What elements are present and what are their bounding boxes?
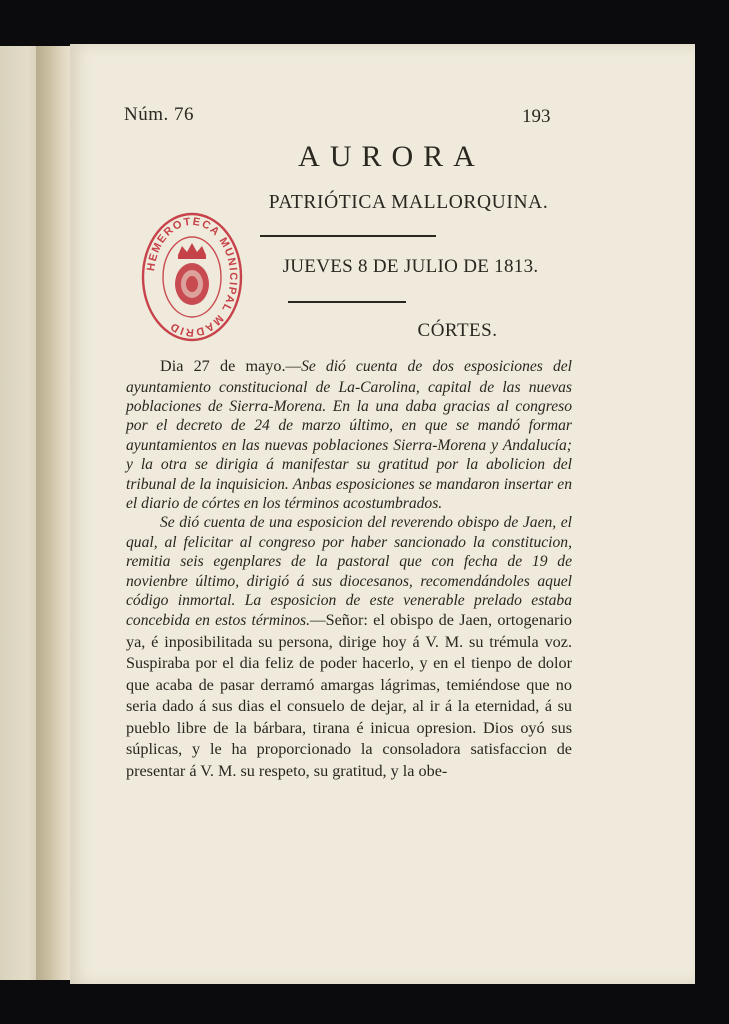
paragraph-2-italic: Se dió cuenta de una esposicion del reverendo obispo de Jaen, el qual, al felicitar al congreso por haber sancionado la constitucion, remitia seis egenplares de la pastoral que con fecha de 19 de novienbre último, dirigió á sus diocesanos, recomendándoles aquel código inmortal. La esposicion de este venerable prelado estaba concebida en estos términos. [126,514,572,630]
masthead-title: AURORA [298,140,485,173]
paragraph-1-lead: Dia 27 de mayo. [160,357,286,375]
masthead-subtitle: PATRIÓTICA MALLORQUINA. [268,192,549,213]
page-number: 193 [522,106,551,127]
section-rule [288,301,406,303]
issue-number: Núm. 76 [124,104,194,125]
paragraph-1: Dia 27 de mayo.—Se dió cuenta de dos esposiciones del ayuntamiento constitucional de La-Carolina, capital de las nuevas poblaciones de Sierra-Morena. En la una daba gracias al congreso por el decreto de 24 de marzo último, en que se mandó formar ayuntamientos en las nuevas poblaciones Sierra-Morena y Andalucía; y la otra se dirigia á manifestar su gratitud por la abolicion del tribunal de la inquisicion. Anbas esposiciones se mandaron insertar en el diario de córtes en los términos acostumbrados. [126,357,572,512]
dateline: JUEVES 8 DE JULIO DE 1813. [282,256,539,277]
book-gutter [36,46,74,980]
crown-icon [178,243,206,259]
masthead-rule [260,235,436,237]
paragraph-2: Se dió cuenta de una esposicion del reverendo obispo de Jaen, el qual, al felicitar al congreso por haber sancionado la constitucion, remitia seis egenplares de la pastoral que con fecha de 19 de novienbre último, dirigió á sus diocesanos, recomendándoles aquel código inmortal. La esposicion de este venerable prelado estaba concebida en estos términos.—Señor: el obispo de Jaen, ortogenario ya, é inposibilitada su persona, dirige hoy á V. M. su trémula voz. Suspiraba por el dia feliz de poder hacerlo, y en el tienpo de dolor que acaba de pasar derramó amargas lágrimas, temiéndose que no seria dado á sus dias el consuelo de dejar, al ir á la eternidad, á su pueblo libre de la bárbara, tirana é inicua opresion. Dios oyó sus súplicas, y le ha proporcionado la consoladora satisfaccion de presentar á V. M. su respeto, su gratitud, y la obe- [126,514,572,780]
newspaper-page [70,44,695,984]
paragraph-2-roman: Señor: el obispo de Jaen, ortogenario ya, é inposibilitada su persona, dirige hoy á V. M. su trémula voz. Suspiraba por el dia feliz de poder hacerlo, y en el tienpo de dolor que acaba de pasar derramó amargas lágrimas, temiéndose que no seria dado á sus dias el consuelo de dejar, al ir á la eternidad, á su pueblo libre de la bárbara, tirana é inicua opresion. Dios oyó sus súplicas, y le ha proporcionado la consoladora satisfaccion de presentar á V. M. su respeto, su gratitud, y la obe- [126,611,572,780]
coat-of-arms-icon [175,263,209,305]
stamp-text: HEMEROTECA MUNICIPAL MADRID [145,215,240,339]
library-stamp [140,210,244,344]
article-body [126,356,572,782]
paragraph-1-text: Se dió cuenta de dos esposiciones del ayuntamiento constitucional de La-Carolina, capital de las nuevas poblaciones de Sierra-Morena. En la una daba gracias al congreso por el decreto de 24 de marzo último, en que se mandó formar ayuntamientos en las nuevas poblaciones Sierra-Morena y Andalucía; y la otra se dirigia á manifestar su gratitud por la abolicion del tribunal de la inquisicion. Anbas esposiciones se mandaron insertar en el diario de córtes en los términos acostumbrados. [126,358,572,512]
section-title: CÓRTES. [417,320,498,341]
